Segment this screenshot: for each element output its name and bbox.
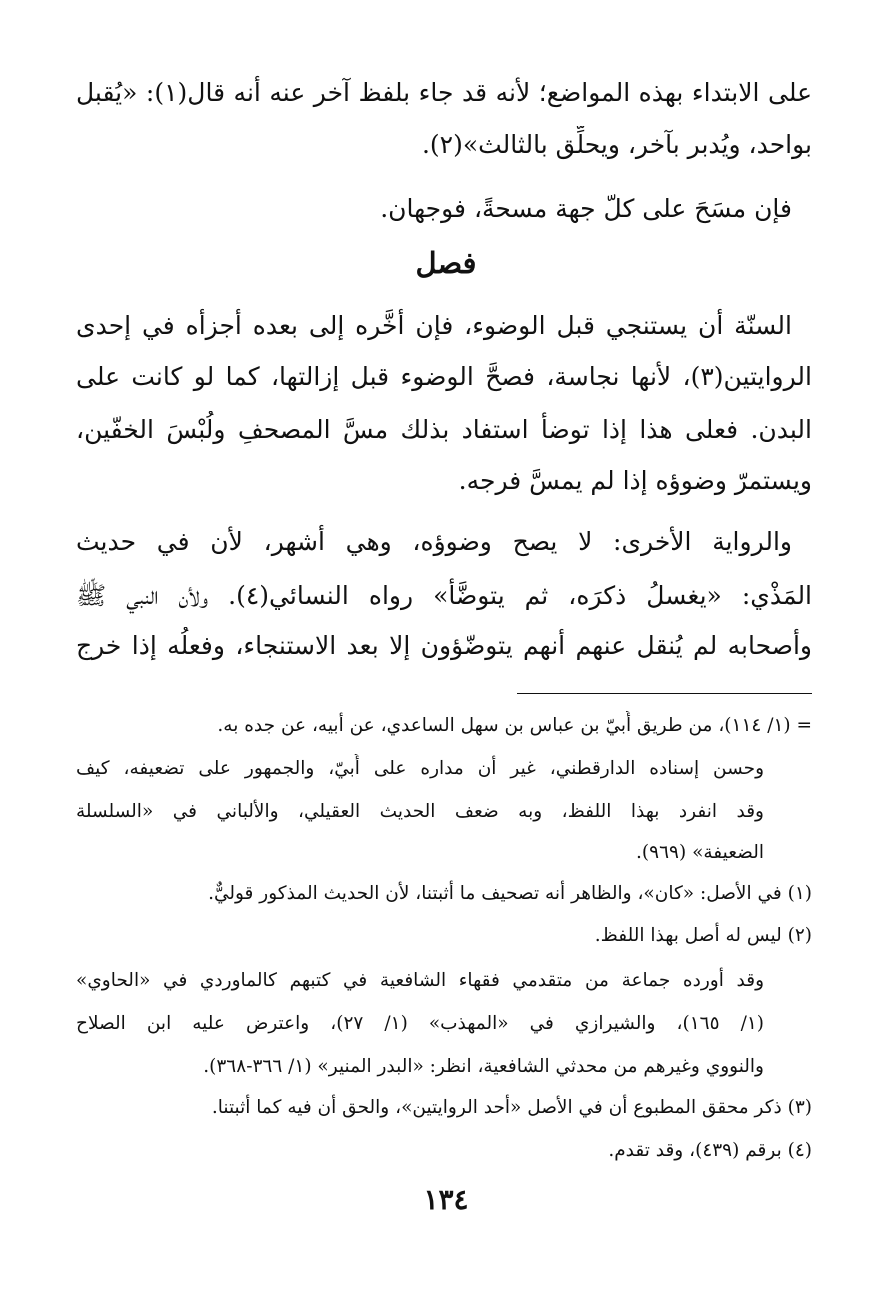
footnote-separator	[517, 693, 812, 694]
footnote-4: (٤) برقم (٤٣٩)، وقد تقدم.	[608, 1140, 812, 1161]
page-number: ١٣٤	[423, 1183, 469, 1216]
footnote-line: وقد انفرد بهذا اللفظ، وبه ضعف الحديث العقيلي، والألباني في «السلسلة	[76, 801, 764, 822]
footnote-1: (١) في الأصل: «كان»، والظاهر أنه تصحيف ما أثبتنا، لأن الحديث المذكور قوليٌّ.	[208, 883, 812, 904]
footnote-line: (١/ ١٦٥)، والشيرازي في «المهذب» (١/ ٢٧)، واعترض عليه ابن الصلاح	[76, 1013, 764, 1034]
footnote-line: والنووي وغيرهم من محدثي الشافعية، انظر: «البدر المنير» (١/ ٣٦٦-٣٦٨).	[203, 1056, 764, 1077]
footnote-2: (٢) ليس له أصل بهذا اللفظ.	[594, 925, 812, 946]
body-line: البدن. فعلى هذا إذا توضأ استفاد بذلك مسَّ المصحفِ ولُبْسَ الخفّين،	[76, 415, 812, 444]
body-line: السنّة أن يستنجي قبل الوضوء، فإن أخَّره إلى بعده أجزأه في إحدى	[76, 311, 792, 340]
section-heading: فصل	[415, 246, 477, 280]
footnote-line: = (١/ ١١٤)، من طريق أُبيّ بن عباس بن سهل الساعدي، عن أبيه، عن جده به.	[217, 715, 812, 736]
body-line: المَذْي: «يغسلُ ذكرَه، ثم يتوضَّأ» رواه النسائي(٤). ولأن النبي ﷺ	[76, 581, 812, 610]
body-line: ويستمرّ وضوؤه إذا لم يمسَّ فرجه.	[458, 466, 812, 495]
body-line: والرواية الأخرى: لا يصح وضوؤه، وهي أشهر، لأن في حديث	[76, 527, 792, 556]
footnote-line: الضعيفة» (٩٦٩).	[636, 842, 764, 863]
body-line: فإن مسَحَ على كلّ جهة مسحةً، فوجهان.	[380, 194, 792, 223]
footnote-line: وحسن إسناده الدارقطني، غير أن مداره على أُبيّ، والجمهور على تضعيفه، كيف	[76, 758, 764, 779]
footnote-3: (٣) ذكر محقق المطبوع أن في الأصل «أحد الروايتين»، والحق أن فيه كما أثبتنا.	[211, 1097, 812, 1118]
footnote-line: وقد أورده جماعة من متقدمي فقهاء الشافعية في كتبهم كالماوردي في «الحاوي»	[76, 970, 764, 991]
body-line: بواحد، ويُدبر بآخر، ويحلِّق بالثالث»(٢).	[421, 130, 812, 159]
body-line: الروايتين(٣)، لأنها نجاسة، فصحَّ الوضوء قبل إزالتها، كما لو كانت على	[76, 362, 812, 391]
body-line: وأصحابه لم يُنقل عنهم أنهم يتوضّؤون إلا بعد الاستنجاء، وفعلُه إذا خرج	[76, 631, 812, 660]
body-line: على الابتداء بهذه المواضع؛ لأنه قد جاء بلفظ آخر عنه أنه قال(١): «يُقبل	[76, 78, 812, 107]
